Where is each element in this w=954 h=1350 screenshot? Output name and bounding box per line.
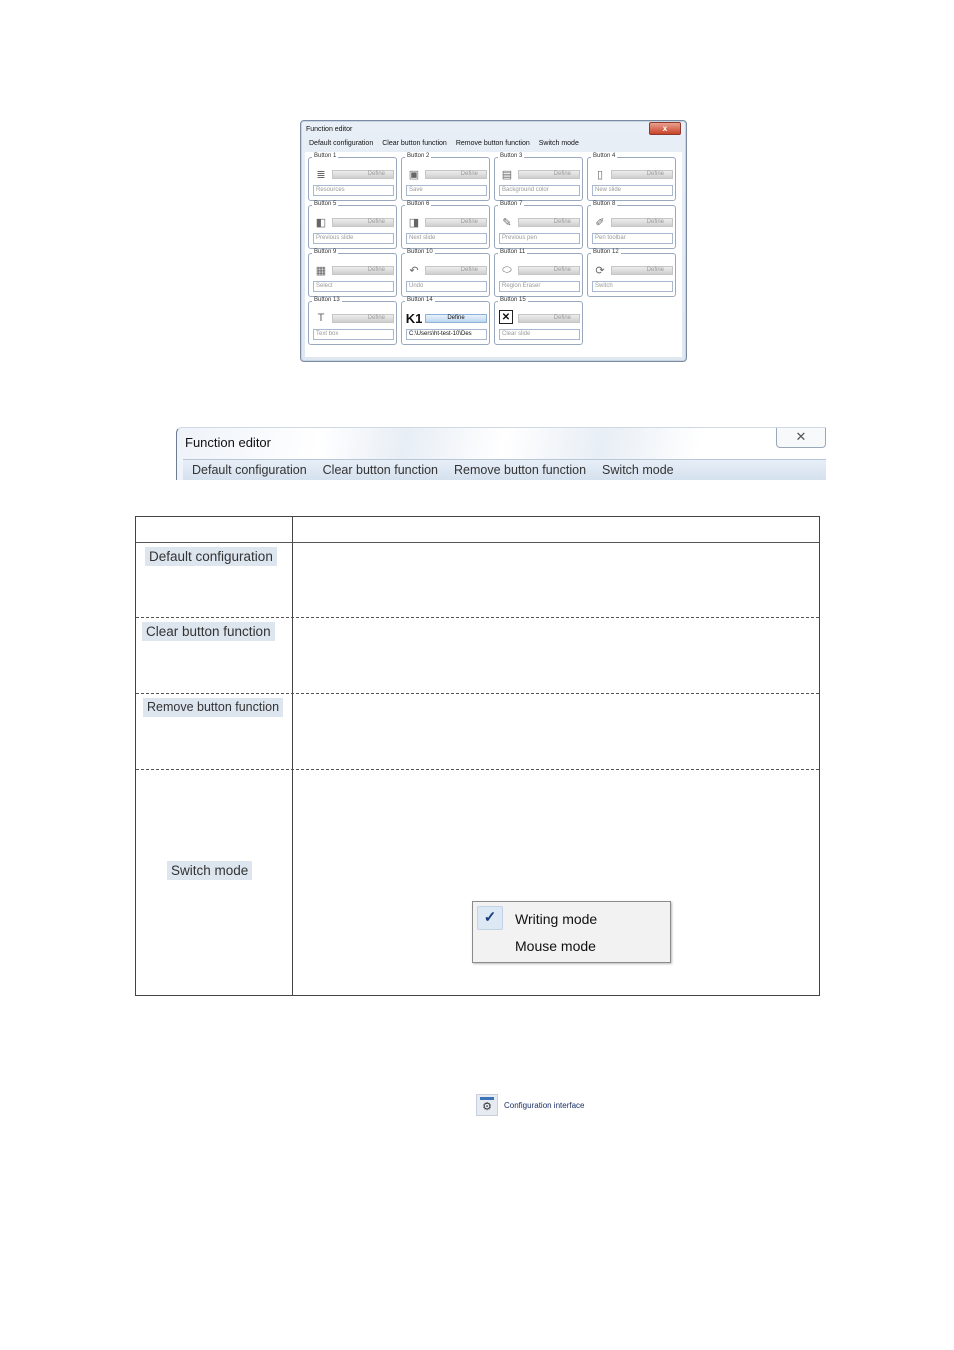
select-grid-icon: ▦ (315, 264, 327, 277)
function-field[interactable]: Previous slide (313, 233, 394, 244)
function-field[interactable]: Previous pen (499, 233, 580, 244)
define-button[interactable]: Define (332, 314, 394, 323)
define-button[interactable]: Define (425, 314, 487, 323)
button-group (401, 153, 490, 201)
button-group (494, 297, 583, 345)
define-button[interactable]: Define (518, 170, 580, 179)
pages-icon: ▤ (501, 168, 513, 181)
button-legend: Button 9 (314, 249, 337, 255)
eraser-icon: ⬭ (502, 263, 512, 276)
button-group (587, 249, 676, 297)
menu-clear-button-function[interactable]: Clear button function (382, 140, 447, 147)
button-legend: Button 3 (500, 153, 523, 159)
define-button[interactable]: Define (611, 218, 673, 227)
pen-toolbar-icon: ✐ (595, 216, 605, 229)
gear-icon: ⚙ (476, 1094, 498, 1116)
define-button[interactable]: Define (518, 218, 580, 227)
button-legend: Button 13 (314, 297, 340, 303)
define-button[interactable]: Define (425, 218, 487, 227)
blank-page-icon: ▯ (596, 168, 604, 181)
checkmark-icon: ✓ (477, 906, 503, 930)
button-group (587, 201, 676, 249)
text-box-icon: T (317, 312, 325, 324)
menu-clear-button-function[interactable]: Clear button function (322, 463, 439, 477)
switch-icon: ⟳ (595, 264, 605, 277)
function-field[interactable]: Select (313, 281, 394, 292)
button-legend: Button 15 (500, 297, 526, 303)
column-divider (292, 517, 293, 995)
row-divider (136, 769, 819, 770)
window-menu-bar (306, 140, 681, 151)
next-page-icon: ◨ (408, 216, 420, 229)
function-editor-title-strip (176, 427, 826, 480)
menu-remove-button-function[interactable]: Remove button function (455, 140, 530, 147)
function-field[interactable]: Next slide (406, 233, 487, 244)
define-button[interactable]: Define (332, 218, 394, 227)
button-group (494, 249, 583, 297)
button-legend: Button 4 (593, 153, 616, 159)
button-legend: Button 11 (500, 249, 526, 255)
define-button[interactable]: Define (518, 266, 580, 275)
button-legend: Button 7 (500, 201, 523, 207)
default-configuration-label: Default configuration (145, 547, 277, 566)
close-button[interactable]: x (649, 122, 681, 135)
floppy-icon: ▣ (408, 168, 420, 181)
define-button[interactable]: Define (611, 170, 673, 179)
button-group (308, 297, 397, 345)
clear-x-icon: ✕ (499, 310, 513, 324)
button-group (401, 249, 490, 297)
function-field[interactable]: Undo (406, 281, 487, 292)
clear-button-function-label: Clear button function (142, 622, 275, 641)
remove-button-function-label: Remove button function (143, 698, 283, 717)
previous-page-icon: ◧ (315, 216, 327, 229)
close-button[interactable]: ✕ (776, 427, 826, 448)
define-button[interactable]: Define (611, 266, 673, 275)
menu-remove-button-function[interactable]: Remove button function (454, 463, 587, 477)
switch-mode-label: Switch mode (167, 861, 252, 880)
row-divider (136, 617, 819, 618)
button-group (401, 201, 490, 249)
configuration-interface-button[interactable] (476, 1094, 585, 1116)
menu-default-configuration[interactable]: Default configuration (192, 463, 307, 477)
menu-bar (183, 459, 826, 480)
button-group (308, 249, 397, 297)
mouse-mode-item[interactable]: Mouse mode (515, 938, 596, 954)
menu-default-configuration[interactable]: Default configuration (309, 140, 374, 147)
function-field[interactable]: Background color (499, 185, 580, 196)
button-legend: Button 6 (407, 201, 430, 207)
button-group (308, 153, 397, 201)
switch-mode-menu (472, 901, 671, 963)
button-legend: Button 2 (407, 153, 430, 159)
button-legend: Button 12 (593, 249, 619, 255)
undo-icon: ↶ (409, 264, 419, 277)
function-editor-window (300, 120, 687, 362)
button-group (494, 201, 583, 249)
define-button[interactable]: Define (425, 170, 487, 179)
row-divider (136, 542, 819, 543)
button-legend: Button 14 (407, 297, 433, 303)
function-field[interactable]: Resources (313, 185, 394, 196)
menu-switch-mode[interactable]: Switch mode (602, 463, 674, 477)
pen-icon: ✎ (502, 216, 512, 229)
define-button[interactable]: Define (332, 266, 394, 275)
button-group (494, 153, 583, 201)
function-field[interactable]: Region Eraser (499, 281, 580, 292)
row-divider (136, 693, 819, 694)
key-k1-icon: K1 (405, 310, 423, 326)
button-legend: Button 1 (314, 153, 337, 159)
window-title: Function editor (306, 126, 353, 133)
writing-mode-item[interactable]: Writing mode (515, 911, 598, 927)
function-field[interactable]: Switch (592, 281, 673, 292)
button-group (587, 153, 676, 201)
menu-switch-mode[interactable]: Switch mode (538, 140, 579, 147)
configuration-interface-label: Configuration interface (504, 1100, 585, 1110)
function-field[interactable]: Text box (313, 329, 394, 340)
function-field[interactable]: Clear slide (499, 329, 580, 340)
define-button[interactable]: Define (425, 266, 487, 275)
function-field[interactable]: Pen toolbar (592, 233, 673, 244)
function-field[interactable]: Save (406, 185, 487, 196)
button-grid (305, 152, 682, 357)
stack-icon: ≣ (316, 168, 326, 181)
function-field[interactable]: C:\Users\ht-test-10\Des (406, 329, 487, 340)
button-legend: Button 10 (407, 249, 433, 255)
define-button[interactable]: Define (332, 170, 394, 179)
button-legend: Button 5 (314, 201, 337, 207)
function-field[interactable]: New slide (592, 185, 673, 196)
button-group (308, 201, 397, 249)
define-button[interactable]: Define (518, 314, 580, 323)
button-group (401, 297, 490, 345)
button-legend: Button 8 (593, 201, 616, 207)
window-title: Function editor (185, 435, 271, 450)
